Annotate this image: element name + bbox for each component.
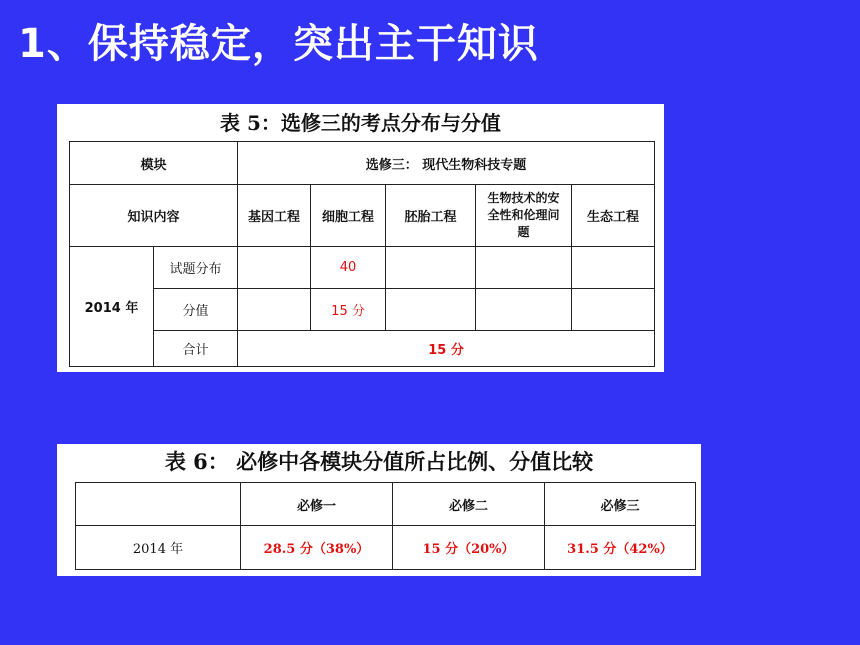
table-row <box>70 142 655 185</box>
header-cell: 必修一 <box>241 483 393 526</box>
table6-caption: 表 6： 必修中各模块分值所占比例、分值比较 <box>164 449 594 474</box>
table-row <box>70 185 655 247</box>
total-value-cell: 15 分 <box>238 331 655 367</box>
row-label-cell: 分值 <box>154 289 238 331</box>
module-value-cell: 选修三： 现代生物科技专题 <box>238 142 655 185</box>
year-cell: 2014 年 <box>70 247 154 367</box>
table-row <box>76 526 696 570</box>
table6 <box>75 482 696 570</box>
topic-cell: 胚胎工程 <box>386 185 476 247</box>
total-label-cell: 合计 <box>154 331 238 367</box>
table-row <box>70 247 655 289</box>
table5-caption: 表 5：选修三的考点分布与分值 <box>220 111 501 135</box>
value-cell <box>386 289 476 331</box>
header-cell: 必修二 <box>393 483 545 526</box>
header-cell <box>76 483 241 526</box>
value-cell <box>572 289 655 331</box>
value-cell <box>476 289 572 331</box>
row-label-cell: 试题分布 <box>154 247 238 289</box>
table6-image <box>57 444 701 576</box>
knowledge-label-cell: 知识内容 <box>70 185 238 247</box>
header-cell: 必修三 <box>545 483 696 526</box>
value-cell <box>386 247 476 289</box>
value-cell: 15 分 <box>311 289 386 331</box>
value-cell <box>238 247 311 289</box>
topic-cell: 生物技术的安全性和伦理问题 <box>476 185 572 247</box>
table-row <box>70 331 655 367</box>
table5-image <box>57 104 664 372</box>
topic-cell: 生态工程 <box>572 185 655 247</box>
value-cell: 31.5 分（42%） <box>545 526 696 570</box>
table-row <box>76 483 696 526</box>
value-cell <box>238 289 311 331</box>
topic-cell: 基因工程 <box>238 185 311 247</box>
table5 <box>69 141 655 367</box>
value-cell: 15 分（20%） <box>393 526 545 570</box>
year-cell: 2014 年 <box>76 526 241 570</box>
value-cell <box>476 247 572 289</box>
table-row <box>70 289 655 331</box>
module-label-cell: 模块 <box>70 142 238 185</box>
slide-title: 1、保持稳定，突出主干知识 <box>18 21 539 67</box>
topic-cell: 细胞工程 <box>311 185 386 247</box>
value-cell: 28.5 分（38%） <box>241 526 393 570</box>
value-cell: 40 <box>311 247 386 289</box>
value-cell <box>572 247 655 289</box>
